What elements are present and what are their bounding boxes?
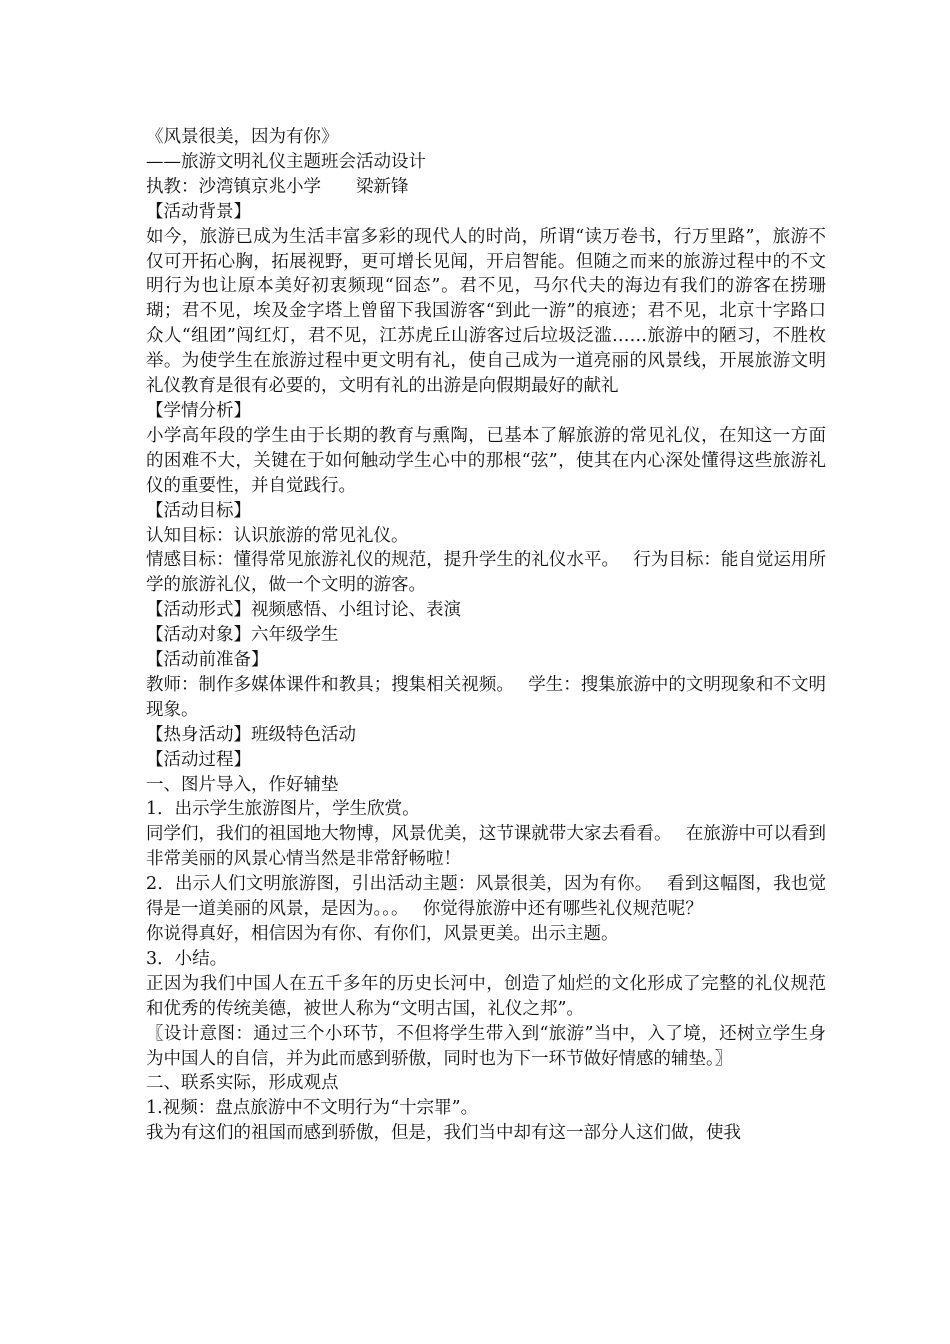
background-heading: 【活动背景】 <box>146 201 251 222</box>
part1-step1-text: 同学们，我们的祖国地大物博，风景优美，这节课就带大家去看看。 在旅游中可以看到非常美丽的风景心情当然是非常舒畅啦！ <box>146 824 826 870</box>
part1-step2-text: 你说得真好，相信因为有你、有你们，风景更美。出示主题。 <box>146 924 619 944</box>
form-line: 【活动形式】视频感悟、小组讨论、表演 <box>146 600 461 621</box>
part2-step1: 1.视频：盘点旅游中不文明行为“十宗罪”。 <box>146 1098 479 1119</box>
prep-text: 教师：制作多媒体课件和教具；搜集相关视频。 学生：搜集旅游中的文明现象和不文明现象。 <box>146 674 826 720</box>
goals-heading: 【活动目标】 <box>146 500 251 521</box>
part1-step3-text: 正因为我们中国人在五千多年的历史长河中，创造了灿烂的文化形成了完整的礼仪规范和优秀的传统美德，被世人称为“文明古国，礼仪之邦”。 <box>146 973 826 1019</box>
document-subtitle: ——旅游文明礼仪主题班会活动设计 <box>146 151 426 172</box>
part1-design-intent: 〖设计意图：通过三个小环节，不但将学生带入到“旅游”当中，入了境，还树立学生身为中国人的自信，并为此而感到骄傲，同时也为下一环节做好情感的辅垫。〗 <box>146 1023 826 1069</box>
part1-step3: 3．小结。 <box>146 948 228 969</box>
process-heading: 【活动过程】 <box>146 749 251 770</box>
goal-cognitive: 认知目标：认识旅游的常见礼仪。 <box>146 525 409 546</box>
author-line: 执教：沙湾镇京兆小学 梁新锋 <box>146 176 409 197</box>
part1-heading: 一、图片导入，作好辅垫 <box>146 774 339 795</box>
part1-step1: 1．出示学生旅游图片，学生欣赏。 <box>146 799 420 820</box>
part2-heading: 二、联系实际，形成观点 <box>146 1073 339 1094</box>
prep-heading: 【活动前准备】 <box>146 650 269 671</box>
analysis-text: 小学高年段的学生由于长期的教育与熏陶，已基本了解旅游的常见礼仪，在知这一方面的困难不大，关键在于如何触动学生心中的那根“弦”，使其在内心深处懂得这些旅游礼仪的重要性，并自觉践行。 <box>146 425 826 496</box>
part1-step2: 2．出示人们文明旅游图，引出活动主题：风景很美，因为有你。 看到这幅图，我也觉得是一道美丽的风景，是因为。。。 你觉得旅游中还有哪些礼仪规范呢？ <box>146 874 826 920</box>
analysis-heading: 【学情分析】 <box>146 400 251 421</box>
warmup-line: 【热身活动】班级特色活动 <box>146 724 356 745</box>
goal-emotion-behavior: 情感目标：懂得常见旅游礼仪的规范，提升学生的礼仪水平。 行为目标：能自觉运用所学的旅游礼仪，做一个文明的游客。 <box>146 550 826 596</box>
document-title: 《风景很美，因为有你》 <box>146 127 339 147</box>
target-line: 【活动对象】六年级学生 <box>146 625 339 646</box>
document-body <box>146 125 826 1146</box>
background-text: 如今，旅游已成为生活丰富多彩的现代人的时尚，所谓“读万卷书，行万里路”，旅游不仅可开拓心胸，拓展视野，更可增长见闻，开启智能。但随之而来的旅游过程中的不文明行为也让原本美好初衷频现“囧态”。君不见，马尔代夫的海边有我们的游客在捞珊瑚；君不见，埃及金字塔上曾留下我国游客“到此一游”的痕迹；君不见，北京十字路口众人“组团”闯红灯，君不见，江苏虎丘山游客过后垃圾泛滥……旅游中的陋习，不胜枚举。为使学生在旅游过程中更文明有礼，使自己成为一道亮丽的风景线，开展旅游文明礼仪教育是很有必要的，文明有礼的出游是向假期最好的献礼 <box>146 226 826 397</box>
part2-step1-text: 我为有这们的祖国而感到骄傲，但是，我们当中却有这一部分人这们做，使我 <box>146 1123 741 1144</box>
